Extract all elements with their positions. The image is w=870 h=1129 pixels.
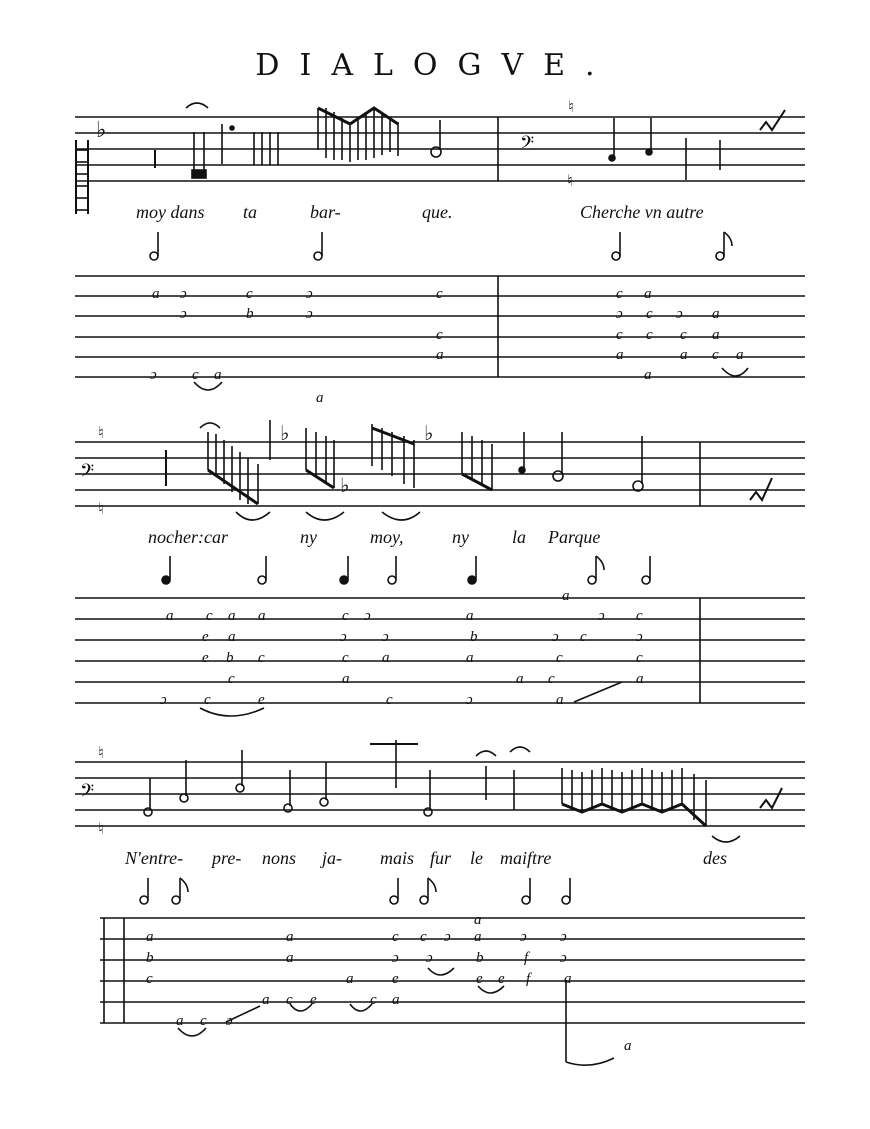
svg-text:♭: ♭: [424, 421, 434, 445]
tab-letter: ɔ: [306, 286, 313, 302]
tab-letter: ɔ: [426, 950, 433, 966]
tab-letter: a: [214, 367, 222, 383]
natural-icon: ♮: [567, 171, 573, 190]
tab-letter: c: [646, 327, 653, 343]
page-title: DIALOGVE.: [255, 48, 615, 83]
tab-letter: a: [176, 1013, 184, 1029]
tab-letter: a: [636, 671, 644, 687]
tab-letter: a: [436, 347, 444, 363]
lyric: bar-: [310, 202, 341, 222]
tab-letter: a: [342, 671, 350, 687]
rhythm-signs: [150, 232, 732, 260]
tab-letter: e: [476, 971, 483, 987]
tab-letter: f: [524, 950, 529, 966]
tab-letter: a: [262, 992, 270, 1008]
svg-text:𝄢: 𝄢: [520, 133, 535, 158]
tab-letter: c: [580, 629, 587, 645]
tab-letter: ɔ: [392, 950, 399, 966]
tab-letter: a: [564, 971, 572, 987]
svg-text:♭: ♭: [280, 421, 290, 445]
tab-letter: e: [392, 971, 399, 987]
tab-letter: e: [498, 971, 505, 987]
tab-letter: a: [616, 347, 624, 363]
tab-letter: a: [712, 306, 720, 322]
natural-icon: ♮: [98, 743, 104, 762]
tab-letter: b: [146, 950, 154, 966]
natural-icon: ♮: [98, 819, 104, 838]
lyric: mais: [380, 848, 415, 868]
tab-letter: a: [392, 992, 400, 1008]
tab-letter: a: [556, 692, 564, 708]
clef-icon: [76, 140, 88, 214]
lyric: ta: [243, 202, 258, 222]
tab-letter: a: [146, 929, 154, 945]
lyric: fur: [430, 848, 452, 868]
tab-letter: a: [516, 671, 524, 687]
tab-letter: e: [202, 629, 209, 645]
tab-letter: ɔ: [180, 306, 187, 322]
tab-letter: c: [712, 347, 719, 363]
tab-letter: c: [636, 650, 643, 666]
tab-letter: c: [646, 306, 653, 322]
tab-letter: c: [342, 650, 349, 666]
tab-letter: a: [316, 390, 324, 406]
lyric: que.: [422, 202, 453, 222]
tab-letter: c: [206, 608, 213, 624]
tab-letter: ɔ: [552, 629, 559, 645]
tab-letter: c: [616, 327, 623, 343]
tab-letter: c: [392, 929, 399, 945]
lyric: moy,: [370, 527, 404, 547]
lyric: pre-: [212, 848, 242, 868]
tab-letter: ɔ: [226, 1013, 233, 1029]
flat-icon: ♭: [96, 118, 107, 143]
svg-text:♭: ♭: [340, 473, 350, 497]
tab-letter: ɔ: [636, 629, 643, 645]
tab-letter: c: [436, 286, 443, 302]
tab-letter: a: [228, 608, 236, 624]
tab-letter: ɔ: [382, 629, 389, 645]
tablature-staff-2: [75, 598, 805, 716]
tab-letter: a: [466, 650, 474, 666]
lyric: nocher:car: [148, 527, 228, 547]
tab-letter: c: [200, 1013, 207, 1029]
tab-letter: c: [420, 929, 427, 945]
voice-staff-1: [75, 97, 805, 214]
tab-letter: a: [382, 650, 390, 666]
tab-letter: a: [466, 608, 474, 624]
tab-letter: ɔ: [560, 929, 567, 945]
tab-letter: c: [436, 327, 443, 343]
tab-letter: c: [370, 992, 377, 1008]
natural-icon: ♮: [98, 499, 104, 518]
tab-letter: a: [644, 367, 652, 383]
natural-icon: ♮: [568, 97, 574, 116]
lyric: ja-: [322, 848, 342, 868]
tab-letter: a: [286, 929, 294, 945]
voice-staff-2: [75, 420, 805, 520]
tab-letter: ɔ: [444, 929, 451, 945]
tab-letter: a: [152, 286, 160, 302]
svg-text:𝄢: 𝄢: [80, 461, 95, 486]
tab-letter: c: [556, 650, 563, 666]
tab-letter: a: [166, 608, 174, 624]
tab-letter: b: [470, 629, 478, 645]
tab-letter: ɔ: [466, 692, 473, 708]
tab-letter: c: [228, 671, 235, 687]
tab-letter: a: [474, 929, 482, 945]
tab-letter: b: [226, 650, 234, 666]
tab-letter: a: [346, 971, 354, 987]
tab-letter: a: [228, 629, 236, 645]
tab-letter: ɔ: [160, 692, 167, 708]
lyric: ny: [300, 527, 317, 547]
tab-letter: a: [680, 347, 688, 363]
tab-letter: a: [736, 347, 744, 363]
lyric: N'entre-: [125, 848, 184, 868]
natural-icon: ♮: [98, 423, 104, 442]
lyric: ny: [452, 527, 469, 547]
tab-letter: b: [246, 306, 254, 322]
tab-letter: c: [146, 971, 153, 987]
tab-letter: a: [624, 1038, 632, 1054]
tab-letter: c: [286, 992, 293, 1008]
lyric: moy dans: [136, 202, 205, 222]
lyric: Parque: [548, 527, 601, 547]
tab-letter: a: [258, 608, 266, 624]
tab-letter: ɔ: [520, 929, 527, 945]
tab-letter: e: [310, 992, 317, 1008]
tab-letter: ɔ: [364, 608, 371, 624]
tab-letter: e: [258, 692, 265, 708]
lyric: maiftre: [500, 848, 552, 868]
tab-letter: c: [680, 327, 687, 343]
tab-letter: e: [202, 650, 209, 666]
lyric: des: [703, 848, 727, 868]
tab-letter: ɔ: [180, 286, 187, 302]
tab-letter: a: [712, 327, 720, 343]
tab-letter: c: [342, 608, 349, 624]
tab-letter: ɔ: [560, 950, 567, 966]
rhythm-signs: [140, 878, 570, 904]
tab-letter: c: [204, 692, 211, 708]
lyric: Cherche vn autre: [580, 202, 704, 222]
tab-letter: c: [548, 671, 555, 687]
tab-letter: b: [476, 950, 484, 966]
tab-letter: ɔ: [340, 629, 347, 645]
tab-letter: a: [474, 912, 482, 928]
tab-letter: a: [562, 588, 570, 604]
tab-letter: ɔ: [306, 306, 313, 322]
lyric: nons: [262, 848, 297, 868]
svg-text:𝄢: 𝄢: [80, 781, 95, 806]
tab-letter: c: [616, 286, 623, 302]
tab-letter: c: [636, 608, 643, 624]
tab-letter: ɔ: [150, 367, 157, 383]
lyric: le: [470, 848, 483, 868]
rhythm-signs: [162, 556, 650, 584]
voice-staff-3: [75, 740, 805, 842]
tab-letter: f: [526, 971, 531, 987]
tab-letter: ɔ: [616, 306, 623, 322]
tab-letter: ɔ: [598, 608, 605, 624]
tab-letter: a: [286, 950, 294, 966]
tab-letter: c: [192, 367, 199, 383]
tab-letter: c: [258, 650, 265, 666]
tab-letter: c: [386, 692, 393, 708]
tab-letter: a: [644, 286, 652, 302]
tab-letter: c: [246, 286, 253, 302]
tablature-staff-3: [100, 918, 805, 1065]
tab-letter: ɔ: [676, 306, 683, 322]
lyric: la: [512, 527, 527, 547]
